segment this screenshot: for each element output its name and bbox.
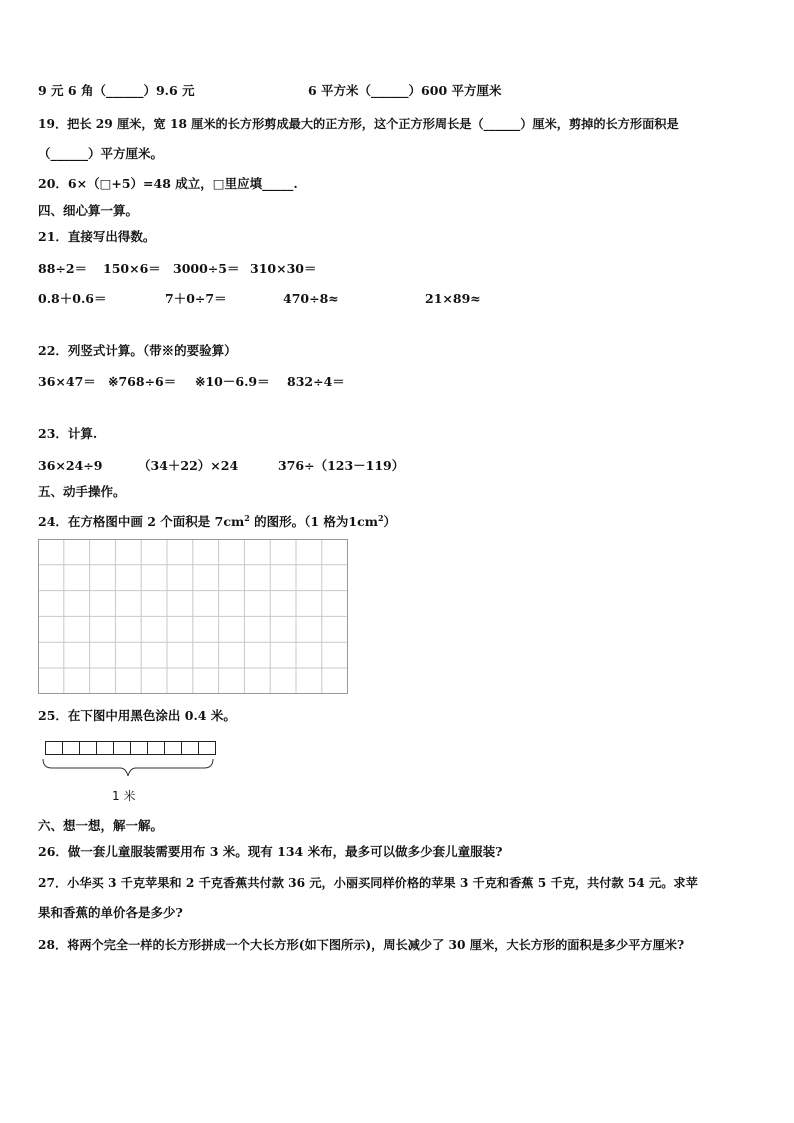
- q22-c3: ※10－6.9＝: [195, 374, 270, 389]
- q21-r1-c1: 88÷2＝: [38, 261, 88, 276]
- q23-title: 23．计算.: [38, 426, 98, 441]
- q21-r2-c2: 7＋0÷7＝: [165, 291, 227, 306]
- section6-title: 六、想一想，解一解。: [38, 818, 164, 833]
- q22-c4: 832÷4＝: [287, 374, 345, 389]
- q18-right: 6 平方米（______）600 平方厘米: [308, 83, 502, 98]
- q21-r2-c1: 0.8＋0.6＝: [38, 291, 107, 306]
- q28-text: 28．将两个完全一样的长方形拼成一个大长方形(如下图所示)，周长减少了 30 厘米，大长方形的面积是多少平方厘米?: [38, 938, 685, 952]
- strip-cells: [46, 742, 216, 755]
- q19-line1: 19．把长 29 厘米，宽 18 厘米的长方形剪成最大的正方形，这个正方形周长是（______）厘米，剪掉的长方形面积是: [38, 117, 679, 131]
- q21-r1-c2: 150×6＝: [103, 261, 161, 276]
- q20-text: 20．6×（□+5）=48 成立，□里应填_____.: [38, 176, 298, 191]
- q23-c3: 376÷（123－119）: [278, 458, 405, 473]
- q22-title: 22．列竖式计算。（带※的要验算）: [38, 343, 237, 358]
- strip-label: 1 米: [112, 789, 136, 803]
- q24-text: 24．在方格图中画 2 个面积是 $7cm^2$ 的图形。（1 格为$1cm^2$）: [38, 513, 397, 530]
- q22-c2: ※768÷6＝: [108, 374, 177, 389]
- square-grid[interactable]: [38, 539, 348, 694]
- q21-r1-c3: 3000÷5＝: [173, 261, 240, 276]
- grid-lines: [39, 540, 348, 694]
- meter-strip[interactable]: [38, 739, 218, 779]
- q27-line1: 27．小华买 3 千克苹果和 2 千克香蕉共付款 36 元，小丽买同样价格的苹果 3 千克和香蕉 5 千克，共付款 54 元。求苹: [38, 876, 698, 890]
- q27-line2: 果和香蕉的单价各是多少?: [38, 905, 183, 920]
- q18-left: 9 元 6 角（______）9.6 元: [38, 83, 195, 98]
- section5-title: 五、动手操作。: [38, 484, 126, 499]
- q25-title: 25．在下图中用黑色涂出 0.4 米。: [38, 708, 236, 723]
- q19-line2: （______）平方厘米。: [38, 146, 164, 161]
- q23-c1: 36×24÷9: [38, 458, 103, 473]
- q22-c1: 36×47＝: [38, 374, 96, 389]
- section4-title: 四、细心算一算。: [38, 203, 139, 218]
- brace: [43, 759, 213, 776]
- q21-r2-c3: 470÷8≈: [283, 291, 339, 306]
- q23-c2: （34＋22）×24: [138, 458, 239, 473]
- q26-text: 26．做一套儿童服装需要用布 3 米。现有 134 米布，最多可以做多少套儿童服装?: [38, 844, 503, 859]
- q21-r2-c4: 21×89≈: [425, 291, 481, 306]
- q21-r1-c4: 310×30＝: [250, 261, 317, 276]
- q21-title: 21．直接写出得数。: [38, 229, 156, 244]
